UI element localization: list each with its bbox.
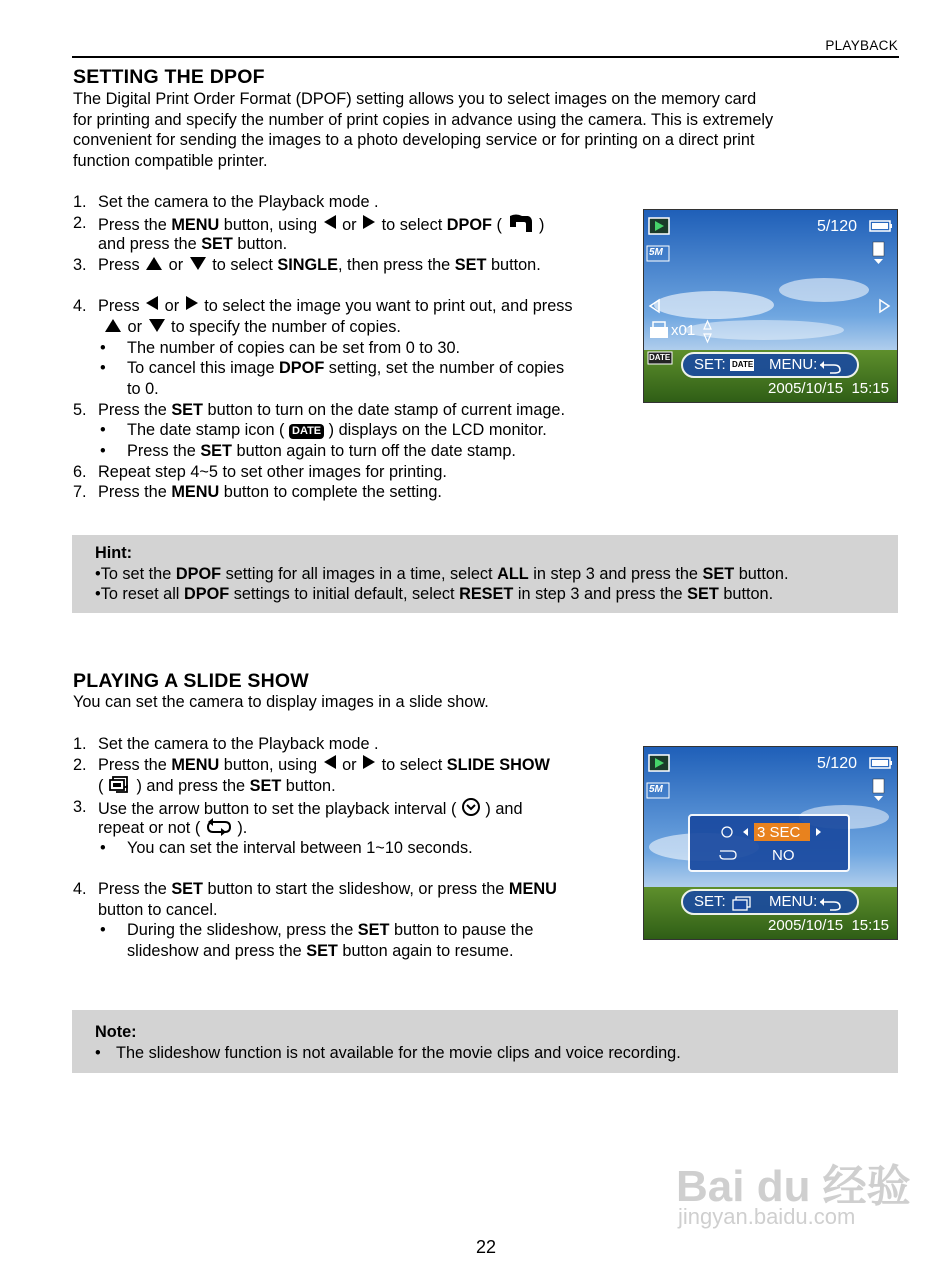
step-text: Press the SET button to start the slideshow, or press the MENU — [98, 880, 557, 898]
header-rule — [72, 56, 899, 58]
slide-bullet-2 — [100, 920, 534, 940]
dpof-steps — [73, 192, 638, 512]
slide-step-4-cont: button to cancel. — [98, 901, 218, 919]
right-arrow-icon — [363, 215, 375, 229]
page-number: 22 — [476, 1237, 497, 1257]
dpof-intro-line: function compatible printer. — [73, 151, 268, 170]
step-number: 1. — [73, 193, 87, 211]
lcd-menu-label: MENU: — [769, 356, 818, 373]
interval-clock-icon — [461, 797, 481, 822]
dpof-bullet-2-cont: to 0. — [127, 380, 159, 398]
step-number: 4. — [73, 297, 87, 315]
bullet: • — [100, 442, 106, 460]
left-arrow-icon — [324, 215, 336, 229]
bullet: • — [100, 359, 106, 377]
slide-bullet-1 — [100, 838, 473, 858]
step-text: Press the MENU button, using or to select DPOF ( ) — [98, 213, 544, 238]
watermark-url: jingyan.baidu.com — [678, 1204, 856, 1229]
bullet-text: You can set the interval between 1~10 seconds. — [127, 839, 473, 857]
lcd-size: 5M — [649, 784, 663, 795]
hint-line-2: •To reset all DPOF settings to initial default, select RESET in step 3 and press the SET button. — [95, 585, 774, 603]
lcd-menu-label: MENU: — [769, 893, 818, 910]
dpof-intro-line: The Digital Print Order Format (DPOF) setting allows you to select images on the memory card — [73, 90, 757, 108]
step-text: Press or to select the image you want to print out, and press — [98, 297, 573, 315]
step-number: 3. — [73, 256, 87, 274]
dpof-bullet-1 — [100, 338, 461, 358]
dpof-intro-line: for printing and specify the number of print copies in advance using the camera. This is extremely — [73, 110, 774, 129]
step-number: 2. — [73, 756, 87, 774]
watermark-logo: Bai du 经验 — [676, 1162, 911, 1211]
lcd-set-label: SET: — [694, 356, 726, 373]
up-arrow-icon — [146, 257, 162, 270]
hint-line-1: •To set the DPOF setting for all images in a time, select ALL in step 3 and press the SET button. — [95, 565, 789, 583]
bullet-text: Press the SET button again to turn off the date stamp. — [127, 442, 516, 460]
left-arrow-icon — [146, 296, 158, 310]
step-text: Press the MENU button to complete the setting. — [98, 483, 442, 501]
dpof-icon — [506, 213, 534, 238]
slide-step-2-cont: ( ) and press the SET button. — [98, 776, 336, 799]
date-stamp-icon: DATE — [289, 424, 324, 439]
lcd-counter: 5/120 — [816, 755, 857, 772]
dpof-intro — [73, 89, 873, 171]
step-number: 3. — [73, 798, 87, 816]
step-number: 4. — [73, 880, 87, 898]
step-number: 2. — [73, 214, 87, 232]
slideshow-title: PLAYING A SLIDE SHOW — [73, 670, 309, 692]
bullet: • — [100, 839, 106, 857]
note-box — [72, 1010, 898, 1073]
bullet: • — [95, 1044, 101, 1062]
slideshow-intro: You can set the camera to display images in a slide show. — [73, 693, 489, 711]
lcd-interval-value: 3 SEC — [757, 824, 801, 841]
section-header: PLAYBACK — [825, 38, 898, 53]
bullet-text: The date stamp icon ( DATE ) displays on the LCD monitor. — [127, 421, 547, 439]
bullet-text: To cancel this image DPOF setting, set the number of copies — [127, 359, 565, 377]
step-text: Press or to select SINGLE, then press the SET button. — [98, 256, 541, 274]
bullet-text: The number of copies can be set from 0 to 30. — [127, 339, 461, 357]
down-arrow-icon — [190, 257, 206, 270]
dpof-step-4-cont: or to specify the number of copies. — [103, 317, 401, 337]
hint-title: Hint: — [95, 544, 133, 562]
note-title: Note: — [95, 1023, 137, 1041]
note-text: The slideshow function is not available for the movie clips and voice recording. — [116, 1044, 681, 1062]
dpof-bullet-3 — [100, 420, 547, 440]
dpof-bullet-4 — [100, 441, 516, 461]
right-arrow-icon — [186, 296, 198, 310]
bullet: • — [100, 421, 106, 439]
bullet: • — [100, 921, 106, 939]
step-text: Set the camera to the Playback mode . — [98, 193, 379, 211]
lcd-set-label: SET: — [694, 893, 726, 910]
left-arrow-icon — [324, 755, 336, 769]
lcd-counter: 5/120 — [816, 218, 857, 235]
dpof-intro-line: convenient for sending the images to a photo developing service or for printing on a direct print — [73, 131, 755, 150]
lcd-screenshot-slideshow — [643, 746, 898, 940]
step-number: 7. — [73, 483, 87, 501]
up-arrow-icon — [105, 319, 121, 332]
lcd-datetime: 2005/10/15 15:15 — [768, 917, 889, 934]
dpof-title: SETTING THE DPOF — [73, 66, 265, 88]
lcd-screenshot-dpof — [643, 209, 898, 403]
bullet-text: During the slideshow, press the SET button to pause the — [127, 921, 534, 939]
step-number: 5. — [73, 401, 87, 419]
lcd-repeat-value: NO — [772, 847, 795, 864]
note-line — [95, 1043, 681, 1063]
step-text: Set the camera to the Playback mode . — [98, 735, 379, 753]
slide-step-3-cont: repeat or not ( ). — [98, 818, 247, 841]
step-text: Press the SET button to turn on the date stamp of current image. — [98, 401, 566, 419]
down-arrow-icon — [149, 319, 165, 332]
dpof-step-2-cont: and press the SET button. — [98, 235, 288, 253]
slide-bullet-2-cont: slideshow and press the SET button again to resume. — [127, 942, 514, 960]
lcd-set-date-icon: DATE — [732, 360, 754, 369]
bullet: • — [100, 339, 106, 357]
step-text: Use the arrow button to set the playback interval ( ) and — [98, 797, 523, 822]
step-number: 1. — [73, 735, 87, 753]
lcd-size: 5M — [649, 247, 663, 258]
slideshow-steps — [73, 734, 638, 964]
slideshow-icon — [108, 776, 132, 799]
hint-box — [72, 535, 898, 613]
step-text: Press the MENU button, using or to select SLIDE SHOW — [98, 756, 550, 774]
step-text: Repeat step 4~5 to set other images for printing. — [98, 463, 447, 481]
lcd-date-badge: DATE — [649, 353, 671, 362]
dpof-bullet-2 — [100, 358, 565, 378]
right-arrow-icon — [363, 755, 375, 769]
step-number: 6. — [73, 463, 87, 481]
lcd-datetime: 2005/10/15 15:15 — [768, 380, 889, 397]
lcd-copies: x01 — [671, 322, 696, 339]
